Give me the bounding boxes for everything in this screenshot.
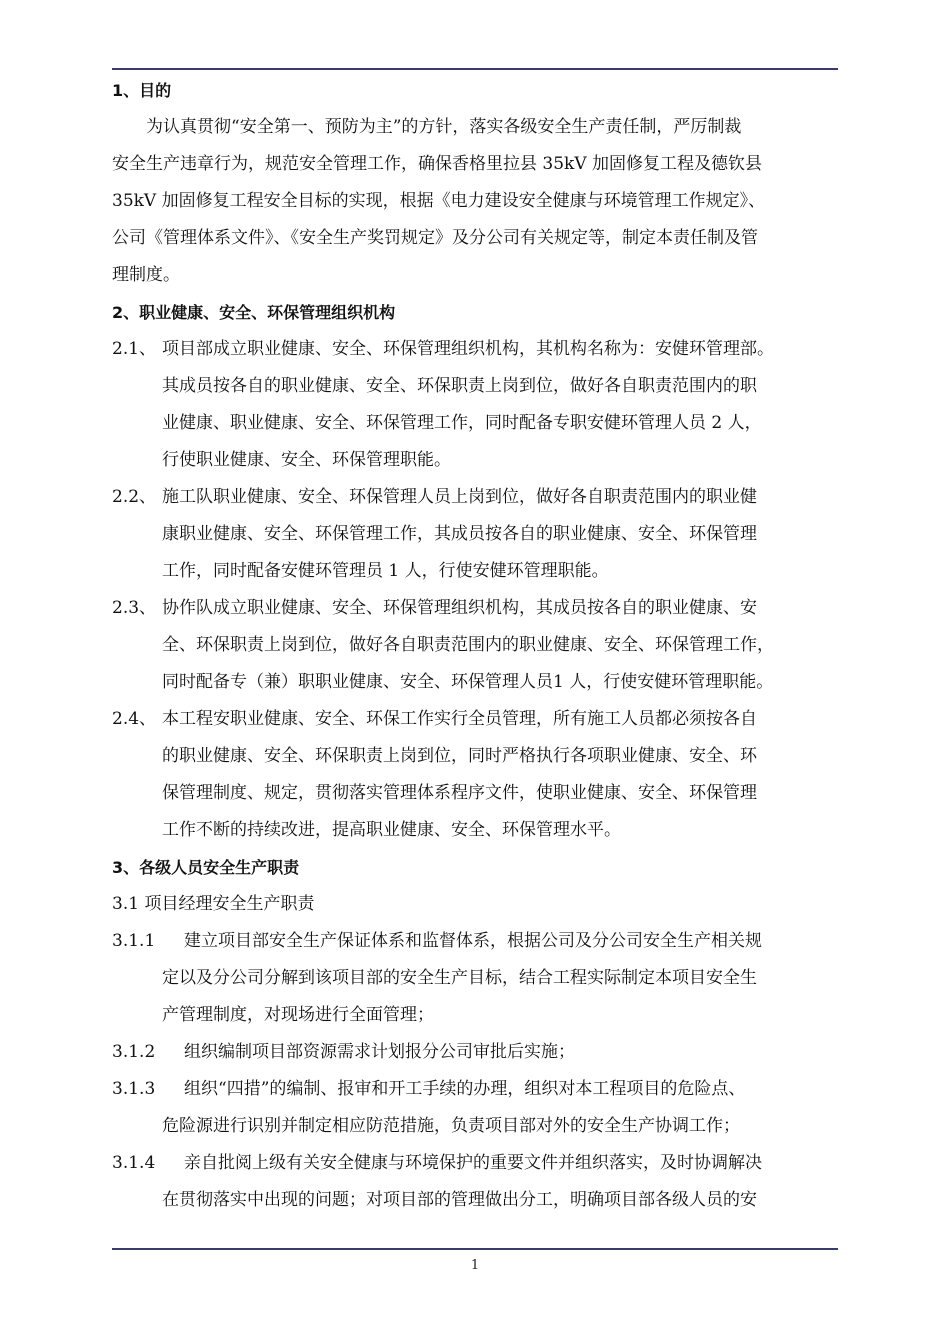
page-number: 1	[470, 1258, 480, 1273]
item-number: 2.3、	[112, 598, 157, 618]
paragraph-line: 理制度。	[112, 265, 180, 285]
item-line: 在贯彻落实中出现的问题；对项目部的管理做出分工，明确项目部各级人员的安	[162, 1190, 757, 1210]
paragraph-line: 安全生产违章行为，规范安全管理工作，确保香格里拉县 35kV 加固修复工程及德钦县	[112, 154, 763, 174]
item-line: 同时配备专（兼）职职业健康、安全、环保管理人员1 人，行使安健环管理职能。	[162, 672, 774, 692]
item-line: 施工队职业健康、安全、环保管理人员上岗到位，做好各自职责范围内的职业健	[162, 487, 757, 507]
paragraph-line: 公司《管理体系文件》、《安全生产奖罚规定》及分公司有关规定等，制定本责任制及管	[112, 228, 758, 248]
document-body	[112, 72, 840, 1219]
item-number: 2.1、	[112, 339, 157, 359]
item-number: 2.4、	[112, 709, 157, 729]
item-line: 本工程安职业健康、安全、环保工作实行全员管理，所有施工人员都必须按各自	[162, 709, 757, 729]
paragraph-line: 为认真贯彻“安全第一、预防为主”的方针，落实各级安全生产责任制，严厉制裁	[146, 117, 742, 137]
list-item	[112, 1034, 840, 1071]
section-heading: 1、目的	[112, 81, 172, 100]
item-number: 3.1.2	[112, 1042, 156, 1062]
item-line: 的职业健康、安全、环保职责上岗到位，同时严格执行各项职业健康、安全、环	[162, 746, 757, 766]
list-item	[112, 479, 840, 590]
item-number: 3.1.4	[112, 1153, 156, 1173]
item-line: 全、环保职责上岗到位，做好各自职责范围内的职业健康、安全、环保管理工作，	[162, 635, 774, 655]
list-item	[112, 1145, 840, 1219]
header-rule	[112, 68, 838, 70]
item-line: 行使职业健康、安全、环保管理职能。	[162, 450, 451, 470]
list-item	[112, 590, 840, 701]
item-line: 亲自批阅上级有关安全健康与环境保护的重要文件并组织落实，及时协调解决	[184, 1153, 762, 1173]
item-line: 组织编制项目部资源需求计划报分公司审批后实施；	[184, 1042, 575, 1062]
item-number: 3.1.1	[112, 931, 156, 951]
list-item	[112, 701, 840, 849]
item-number: 2.2、	[112, 487, 157, 507]
item-line: 康职业健康、安全、环保管理工作，其成员按各自的职业健康、安全、环保管理	[162, 524, 757, 544]
item-line: 协作队成立职业健康、安全、环保管理组织机构，其成员按各自的职业健康、安	[162, 598, 757, 618]
item-line: 保管理制度、规定，贯彻落实管理体系程序文件，使职业健康、安全、环保管理	[162, 783, 757, 803]
paragraph-line: 35kV 加固修复工程安全目标的实现，根据《电力建设安全健康与环境管理工作规定》、	[112, 191, 766, 211]
item-line: 危险源进行识别并制定相应防范措施，负责项目部对外的安全生产协调工作；	[162, 1116, 740, 1136]
item-line: 建立项目部安全生产保证体系和监督体系，根据公司及分公司安全生产相关规	[184, 931, 762, 951]
list-item	[112, 923, 840, 1034]
sub-heading: 3.1 项目经理安全生产职责	[112, 894, 315, 914]
footer-rule	[112, 1248, 838, 1250]
item-line: 业健康、职业健康、安全、环保管理工作，同时配备专职安健环管理人员 2 人，	[162, 413, 762, 433]
item-number: 3.1.3	[112, 1079, 156, 1099]
item-line: 定以及分公司分解到该项目部的安全生产目标，结合工程实际制定本项目安全生	[162, 968, 757, 988]
item-line: 其成员按各自的职业健康、安全、环保职责上岗到位，做好各自职责范围内的职	[162, 376, 757, 396]
section-heading: 3、各级人员安全生产职责	[112, 858, 300, 877]
item-line: 工作不断的持续改进，提高职业健康、安全、环保管理水平。	[162, 820, 621, 840]
item-line: 项目部成立职业健康、安全、环保管理组织机构，其机构名称为：安健环管理部。	[162, 339, 774, 359]
item-line: 产管理制度，对现场进行全面管理；	[162, 1005, 434, 1025]
item-line: 工作，同时配备安健环管理员 1 人，行使安健环管理职能。	[162, 561, 609, 581]
list-item	[112, 1071, 840, 1145]
item-line: 组织“四措”的编制、报审和开工手续的办理，组织对本工程项目的危险点、	[184, 1079, 746, 1099]
section-heading: 2、职业健康、安全、环保管理组织机构	[112, 303, 396, 322]
list-item	[112, 331, 840, 479]
